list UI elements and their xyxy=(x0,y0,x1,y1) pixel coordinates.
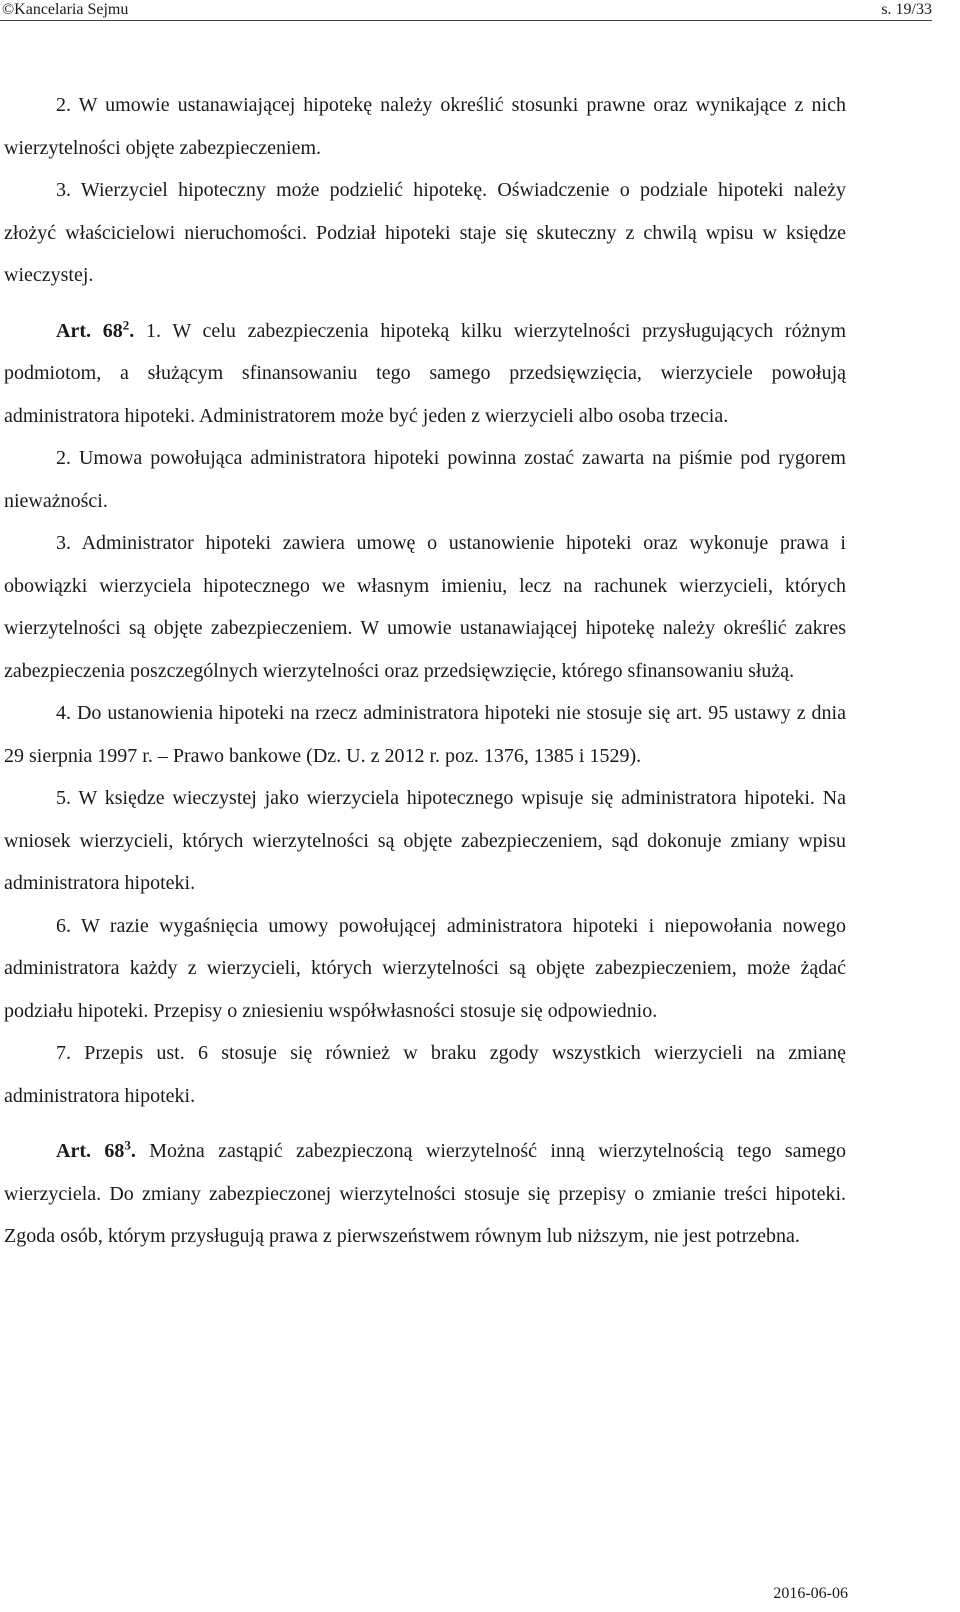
paragraph-3: 3. Wierzyciel hipoteczny może podzielić hipotekę. Oświadczenie o podziale hipoteki należy złożyć właścicielowi nieruchomości. Podział hipoteki staje się skuteczny z chwilą wpisu w księdze wieczystej. xyxy=(4,179,846,286)
header-page-number: s. 19/33 xyxy=(881,1,932,18)
article-68-2-text: 1. W celu zabezpieczenia hipoteką kilku wierzytelności przysługujących różnym podmiotom, a służącym sfinansowaniu tego samego przedsięwzięcia, wierzyciele powołują administratora hipoteki. Administratorem może być jeden z wierzycieli albo osoba trzecia. xyxy=(4,319,847,427)
article-68-2-paragraph-7: 7. Przepis ust. 6 stosuje się również w braku zgody wszystkich wierzycieli na zmianę administratora hipoteki. xyxy=(4,1042,846,1107)
page-header xyxy=(0,0,960,22)
header-source: ©Kancelaria Sejmu xyxy=(2,1,129,18)
article-68-2-paragraph-2: 2. Umowa powołująca administratora hipoteki powinna zostać zawarta na piśmie pod rygorem nieważności. xyxy=(4,447,846,512)
article-68-2-paragraph-5: 5. W księdze wieczystej jako wierzyciela hipotecznego wpisuje się administratora hipoteki. Na wniosek wierzycieli, których wierzytelności są objęte zabezpieczeniem, sąd dokonuje zmiany wpisu administratora hipoteki. xyxy=(4,787,846,894)
article-68-2-paragraph-6: 6. W razie wygaśnięcia umowy powołującej administratora hipoteki i niepowołania nowego administratora każdy z wierzycieli, których wierzytelności są objęte zabezpieczeniem, może żądać podziału hipoteki. Przepisy o zniesieniu współwłasności stosuje się odpowiednio. xyxy=(4,914,846,1022)
article-68-2-label: Art. $68^2$. xyxy=(56,316,135,342)
paragraph-2: 2. W umowie ustanawiającej hipotekę należy określić stosunki prawne oraz wynikające z nich wierzytelności objęte zabezpieczeniem. xyxy=(4,94,846,159)
document-body xyxy=(4,84,846,1258)
header-divider xyxy=(0,20,932,21)
article-68-2-paragraph-3: 3. Administrator hipoteki zawiera umowę o ustanowienie hipoteki oraz wykonuje prawa i obowiązki wierzyciela hipotecznego we własnym imieniu, lecz na rachunek wierzycieli, których wierzytelności są objęte zabezpieczeniem. W umowie ustanawiającej hipotekę należy określić zakres zabezpieczenia poszczególnych wierzytelności oraz przedsięwzięcie, którego sfinansowaniu służą. xyxy=(4,532,846,682)
article-68-3-text: Można zastąpić zabezpieczoną wierzytelność inną wierzytelnością tego samego wierzyciela. Do zmiany zabezpieczonej wierzytelności stosuje się przepisy o zmianie treści hipoteki. Zgoda osób, którym przysługują prawa z pierwszeństwem równym lub niższym, nie jest potrzebna. xyxy=(4,1140,846,1247)
article-68-3 xyxy=(4,1130,846,1258)
footer-date: 2016-06-06 xyxy=(773,1585,848,1602)
article-68-2-paragraph-4: 4. Do ustanowienia hipoteki na rzecz administratora hipoteki nie stosuje się art. 95 ustawy z dnia 29 sierpnia 1997 r. – Prawo bankowe (Dz. U. z 2012 r. poz. 1376, 1385 i 1529). xyxy=(4,702,846,767)
article-68-2-paragraph-1 xyxy=(4,310,846,438)
article-68-3-label: Art. $68^3$. xyxy=(56,1137,136,1162)
